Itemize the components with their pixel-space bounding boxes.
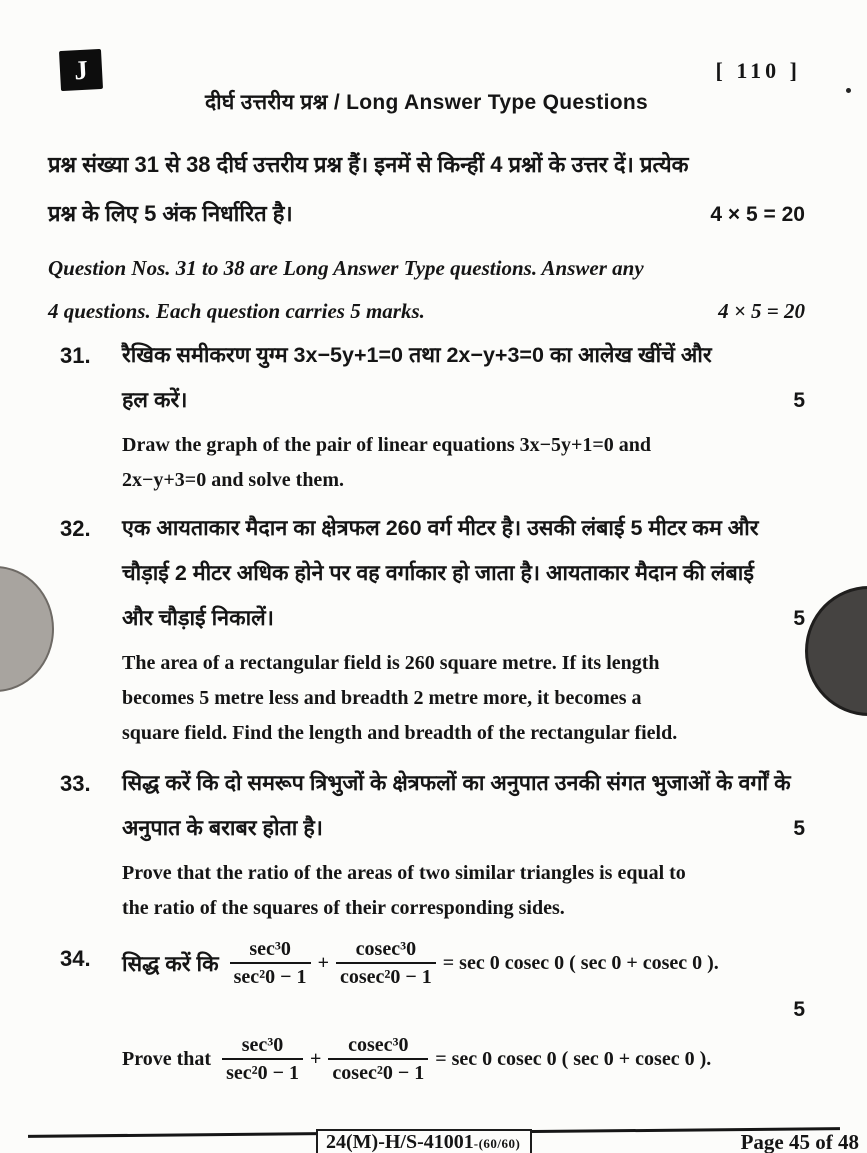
question-32-hindi-line3: और चौड़ाई निकालें।: [122, 606, 274, 630]
fraction-cosec: [336, 936, 436, 990]
hindi-instruction-line2: प्रश्न के लिए 5 अंक निर्धारित है।: [48, 201, 293, 226]
hindi-marks-scheme: 4 × 5 = 20: [710, 203, 805, 226]
fraction-sec-en-numerator: sec³0: [241, 1034, 284, 1056]
question-33-hindi-line2: अनुपात के बराबर होता है।: [122, 816, 323, 840]
fraction-cosec-en-numerator: cosec³0: [348, 1034, 409, 1056]
question-31-hindi-line2: हल करें।: [122, 388, 188, 412]
question-32-hindi-line1: एक आयताकार मैदान का क्षेत्रफल 260 वर्ग मीटर है। उसकी लंबाई 5 मीटर कम और: [122, 516, 759, 540]
fraction-cosec-en-denominator: cosec²0 − 1: [328, 1058, 428, 1086]
question-32-number: 32.: [60, 516, 91, 541]
fraction-cosec-denominator: cosec²0 − 1: [336, 962, 436, 990]
question-34-marks: 5: [793, 998, 805, 1021]
question-33-marks: 5: [793, 817, 805, 840]
english-marks-scheme: 4 × 5 = 20: [718, 299, 805, 323]
page-number-label: Page 45 of 48: [740, 1130, 859, 1153]
question-31-english-line1: Draw the graph of the pair of linear equations 3x−5y+1=0 and: [122, 434, 652, 456]
fraction-sec-numerator: sec³0: [249, 938, 291, 960]
question-32-english-line3: square field. Find the length and breadth of the rectangular field.: [122, 722, 678, 744]
question-31-hindi-line1: रैखिक समीकरण युग्म 3x−5y+1=0 तथा 2x−y+3=0 का आलेख खींचें और: [122, 343, 712, 367]
question-34-number: 34.: [60, 946, 91, 971]
plus-sign-en: +: [310, 1047, 322, 1070]
paper-series-number: [ 110 ]: [715, 58, 801, 83]
question-32-hindi-line2: चौड़ाई 2 मीटर अधिक होने पर वह वर्गाकार हो जाता है। आयताकार मैदान की लंबाई: [122, 561, 754, 585]
fraction-sec: [230, 936, 311, 990]
english-instruction-line1: Question Nos. 31 to 38 are Long Answer Type questions. Answer any: [48, 256, 644, 280]
question-34-english-lead: Prove that: [122, 1047, 212, 1070]
question-33-hindi-line1: सिद्ध करें कि दो समरूप त्रिभुजों के क्षेत्रफलों का अनुपात उनकी संगत भुजाओं के वर्गों के: [122, 771, 791, 795]
question-32-marks: 5: [793, 607, 805, 630]
question-32: [48, 506, 805, 751]
question-33-number: 33.: [60, 771, 91, 796]
section-heading: दीर्घ उत्तरीय प्रश्न / Long Answer Type Questions: [205, 91, 648, 114]
corner-letter: J: [73, 54, 89, 85]
question-33-english-line1: Prove that the ratio of the areas of two similar triangles is equal to: [122, 862, 686, 884]
question-32-english-line2: becomes 5 metre less and breadth 2 metre more, it becomes a: [122, 687, 642, 709]
english-instructions: [48, 247, 805, 333]
question-34: [48, 936, 805, 1086]
question-31-english-line2: 2x−y+3=0 and solve them.: [122, 469, 344, 491]
question-31-number: 31.: [60, 343, 91, 368]
question-31-marks: 5: [793, 389, 805, 412]
question-34-english-rhs: = sec 0 cosec 0 ( sec 0 + cosec 0 ).: [435, 1047, 712, 1070]
fraction-sec-en-denominator: sec²0 − 1: [222, 1058, 303, 1086]
fraction-cosec-numerator: cosec³0: [355, 938, 417, 960]
hindi-instructions: [48, 140, 805, 239]
question-34-hindi-lead: सिद्ध करें कि: [122, 951, 219, 976]
fraction-sec-en: [222, 1032, 303, 1086]
english-instruction-line2: 4 questions. Each question carries 5 marks.: [48, 299, 425, 323]
question-34-english-equation: [122, 1032, 805, 1086]
question-34-rhs: = sec 0 cosec 0 ( sec 0 + cosec 0 ).: [442, 951, 719, 974]
paper-code-box: [316, 1129, 532, 1153]
fraction-sec-denominator: sec²0 − 1: [230, 962, 311, 990]
question-33-english-line2: the ratio of the squares of their corresponding sides.: [122, 897, 565, 919]
question-33: [48, 761, 805, 926]
plus-sign: +: [317, 951, 329, 974]
paper-code: 24(M)-H/S-41001: [326, 1131, 474, 1153]
question-31: [48, 333, 805, 498]
question-34-hindi-equation: [122, 936, 805, 990]
fraction-cosec-en: [328, 1032, 428, 1086]
paper-code-suffix: -(60/60): [473, 1136, 521, 1151]
question-32-english-line1: The area of a rectangular field is 260 square metre. If its length: [122, 652, 660, 674]
hindi-instruction-line1: प्रश्न संख्या 31 से 38 दीर्घ उत्तरीय प्रश्न हैं। इनमें से किन्हीं 4 प्रश्नों के उत्तर दें। प्रत्येक: [48, 152, 689, 177]
